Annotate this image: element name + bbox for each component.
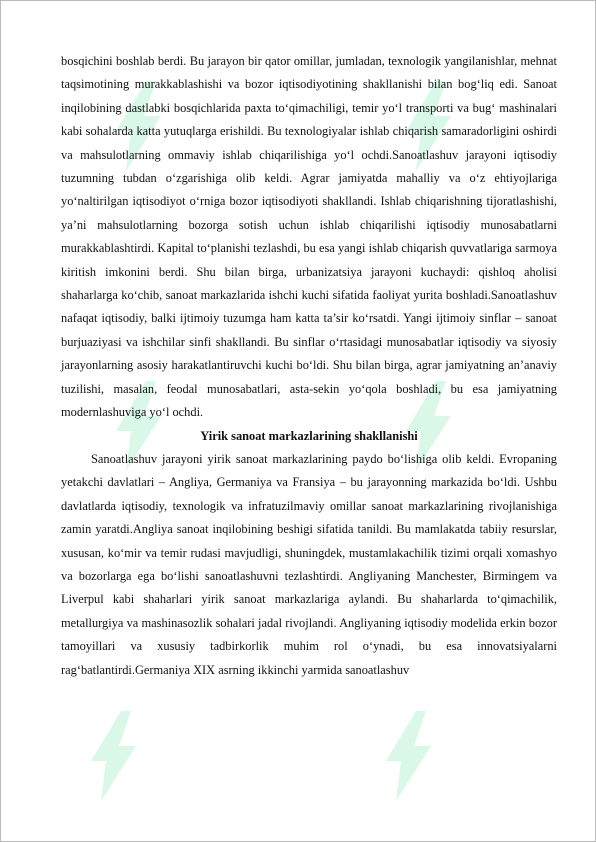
section-heading: Yirik sanoat markazlarining shakllanishi (200, 428, 418, 443)
body-paragraph: bosqichini boshlab berdi. Bu jarayon bir qator omillar, jumladan, texnologik yangilanishlar, mehnat taqsimotining murakkablashishi va bozor iqtisodiyotining shakllanishi bilan bog‘liq edi. Sanoat inqilobining dastlabki bosqichlarida paxta to‘qimachiligi, temir yo‘l transporti va bug‘ mashinalari kabi sohalarda katta yutuqlarga erishildi. Bu texnologiyalar ishlab chiqarish samaradorligini oshirdi va mahsulotlarning ommaviy ishlab chiqarilishiga yo‘l ochdi.Sanoatlashuv jarayoni iqtisodiy tuzumning tubdan o‘zgarishiga olib keldi. Agrar jamiyatda mahalliy va o‘z ehtiyojlariga yo‘naltirilgan iqtisodiyot o‘rniga bozor iqtisodiyoti shakllandi. Ishlab chiqarishning tijoratlashishi, ya’ni mahsulotlarning bozorga sotish uchun ishlab chiqarilishi iqtisodiy munosabatlarni murakkablashtirdi. Kapital to‘planishi tezlashdi, bu esa yangi ishlab chiqarish quvvatlariga sarmoya kiritish imkonini berdi. Shu bilan birga, urbanizatsiya jarayoni kuchaydi: qishloq aholisi shaharlarga ko‘chib, sanoat markazlarida ishchi kuchi sifatida faoliyat yurita boshladi.Sanoatlashuv nafaqat iqtisodiy, balki ijtimoiy tuzumga ham katta ta’sir ko‘rsatdi. Yangi ijtimoiy sinflar – sanoat burjuaziyasi va ishchilar sinfi shakllandi. Bu sinflar o‘rtasidagi munosabatlar iqtisodiy va siyosiy jarayonlarning asosiy harakatlantiruvchi kuchi bo‘ldi. Shu bilan birga, agrar jamiyatning an’anaviy tuzilishi, masalan, feodal munosabatlari, asta-sekin yo‘qola boshladi, bu esa jamiyatning modernlashuviga yo‘l ochdi. (61, 54, 557, 420)
watermark-bottom-right (366, 691, 486, 841)
document-body (61, 50, 557, 682)
watermark-bottom-left (71, 691, 191, 841)
body-paragraph: Sanoatlashuv jarayoni yirik sanoat markazlarining paydo bo‘lishiga olib keldi. Evropaning yetakchi davlatlari – Angliya, Germaniya va Fransiya – bu jarayonning markazida bo‘ldi. Ushbu davlatlarda iqtisodiy, texnologik va infratuzilmaviy omillar sanoat markazlarining rivojlanishiga zamin yaratdi.Angliya sanoat inqilobining beshigi sifatida tanildi. Bu mamlakatda tabiiy resurslar, xususan, ko‘mir va temir rudasi mavjudligi, shuningdek, mustamlakachilik tizimi orqali xomashyo va bozorlarga ega bo‘lishi sanoatlashuvni tezlashtirdi. Angliyaning Manchester, Birmingem va Liverpul kabi shaharlari yirik sanoat markazlariga aylandi. Bu shaharlarda to‘qimachilik, metallurgiya va mashinasozlik sohalari jadal rivojlandi. Angliyaning iqtisodiy modelida erkin bozor tamoyillari va xususiy tadbirkorlik muhim rol o‘ynadi, bu esa innovatsiyalarni rag‘batlantirdi.Germaniya XIX asrning ikkinchi yarmida sanoatlashuv (61, 451, 557, 677)
